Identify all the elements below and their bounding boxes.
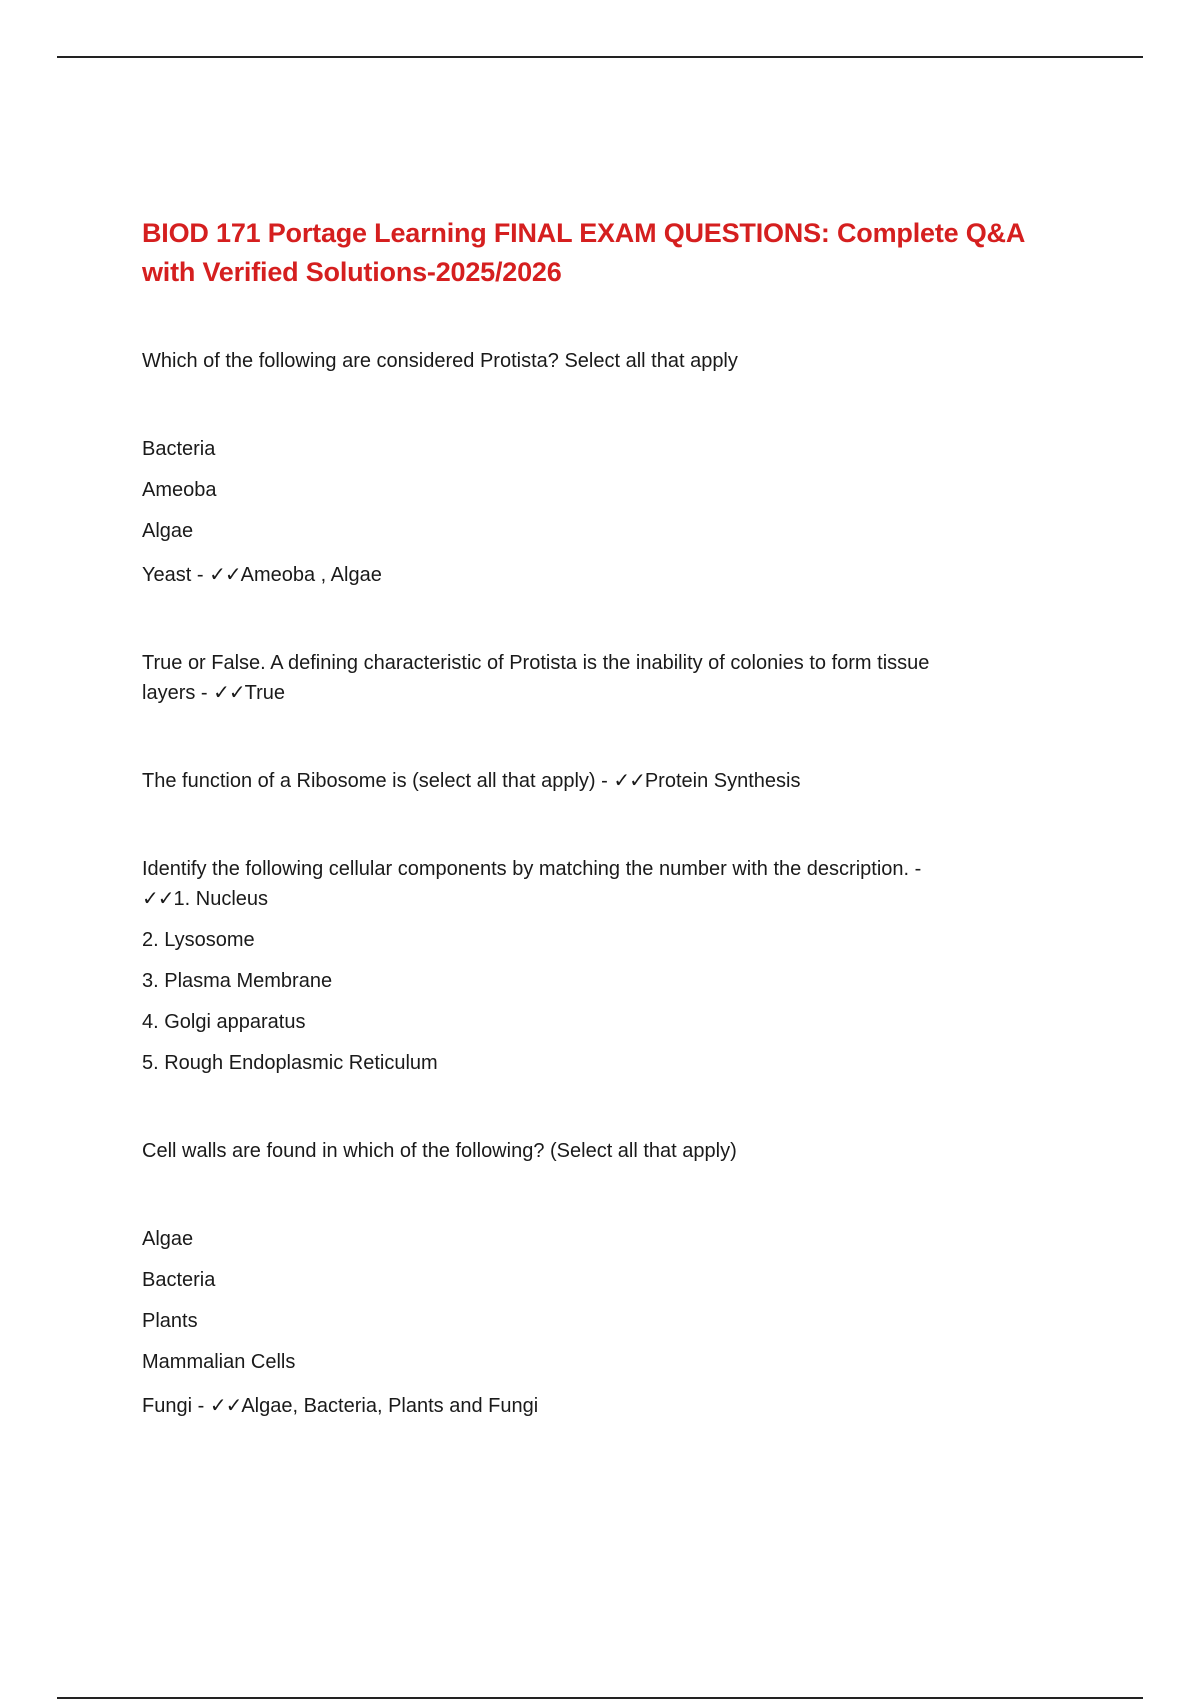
q5-last-option: Fungi - <box>142 1395 210 1417</box>
q5-answer-line <box>142 1391 1042 1421</box>
q4-answer-line <box>142 884 1042 914</box>
q1-last-option: Yeast - <box>142 564 210 586</box>
q5-answer: Algae, Bacteria, Plants and Fungi <box>241 1395 539 1417</box>
q4-question: Identify the following cellular components by matching the number with the description. - <box>142 858 922 880</box>
q4-answer: 2. Lysosome <box>142 929 255 951</box>
q5-option: Plants <box>142 1310 198 1332</box>
q5-option: Bacteria <box>142 1269 216 1291</box>
q5-option: Algae <box>142 1228 194 1250</box>
q1-question: Which of the following are considered Protista? Select all that apply <box>142 350 738 372</box>
check-icon: ✓✓ <box>142 888 174 910</box>
top-rule <box>57 56 1143 58</box>
q1-option: Ameoba <box>142 479 217 501</box>
q2-question: True or False. A defining characteristic of Protista is the inability of colonies to form tissue <box>142 652 930 674</box>
q2-answer: True <box>244 682 286 704</box>
q1-answer: Ameoba , Algae <box>240 564 382 586</box>
q1-option: Algae <box>142 520 194 542</box>
q1-answer-line <box>142 560 1042 590</box>
check-icon: ✓✓ <box>209 564 241 586</box>
check-icon: ✓✓ <box>213 682 245 704</box>
document-body <box>142 214 1042 1421</box>
title-line-1: BIOD 171 Portage Learning FINAL EXAM QUESTIONS: Complete Q&A <box>142 218 1026 248</box>
q4-answer: 1. Nucleus <box>173 888 269 910</box>
q5-question: Cell walls are found in which of the following? (Select all that apply) <box>142 1140 737 1162</box>
q4-answer: 5. Rough Endoplasmic Reticulum <box>142 1052 438 1074</box>
q2-answer-line <box>142 678 1042 708</box>
bottom-rule <box>57 1697 1143 1699</box>
q2-question-cont: layers - <box>142 682 214 704</box>
title-line-2: with Verified Solutions-2025/2026 <box>142 257 562 287</box>
check-icon: ✓✓ <box>613 770 645 792</box>
q1-option: Bacteria <box>142 438 216 460</box>
document-title <box>142 214 1042 292</box>
check-icon: ✓✓ <box>209 1395 242 1417</box>
q4-answer: 3. Plasma Membrane <box>142 970 333 992</box>
q3-answer-line <box>142 766 1042 796</box>
q4-answer: 4. Golgi apparatus <box>142 1011 306 1033</box>
q5-option: Mammalian Cells <box>142 1351 296 1373</box>
q3-question: The function of a Ribosome is (select all that apply) - <box>142 770 614 792</box>
q3-answer: Protein Synthesis <box>644 770 801 792</box>
